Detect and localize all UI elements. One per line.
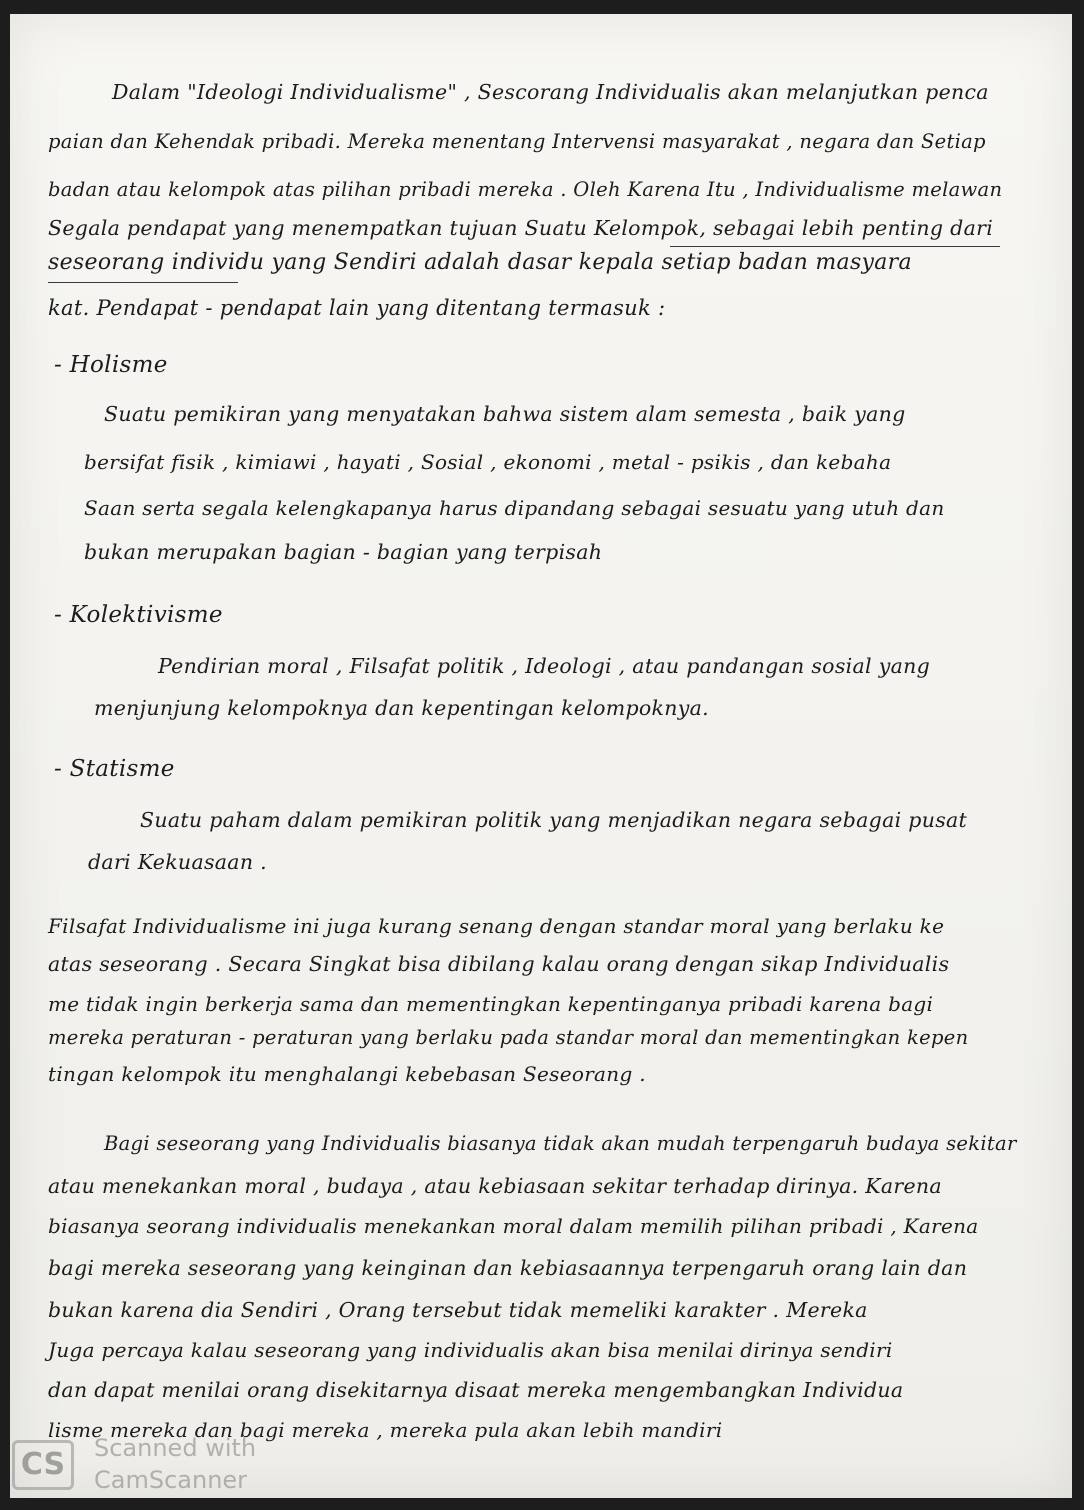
text-line: bersifat fisik , kimiawi , hayati , Sosial , ekonomi , metal - psikis , dan kebaha — [84, 450, 892, 474]
text-line: Segala pendapat yang menempatkan tujuan Suatu Kelompok, sebagai lebih penting dari — [48, 216, 994, 240]
text-line: Saan serta segala kelengkapanya harus dipandang sebagai sesuatu yang utuh dan — [84, 496, 945, 520]
section-heading: - Statisme — [54, 756, 175, 782]
text-line: Juga percaya kalau seseorang yang individualis akan bisa menilai dirinya sendiri — [48, 1338, 893, 1362]
text-line: lisme mereka dan bagi mereka , mereka pula akan lebih mandiri — [48, 1418, 723, 1442]
text-line: tingan kelompok itu menghalangi kebebasan Seseorang . — [48, 1062, 646, 1086]
scanned-page — [10, 14, 1072, 1498]
watermark-line-1: Scanned with — [94, 1434, 257, 1462]
text-line: bukan karena dia Sendiri , Orang tersebut tidak memeliki karakter . Mereka — [48, 1298, 868, 1322]
text-line: kat. Pendapat - pendapat lain yang ditentang termasuk : — [48, 296, 666, 320]
underline — [670, 246, 1000, 247]
text-line: Suatu paham dalam pemikiran politik yang menjadikan negara sebagai pusat — [140, 808, 968, 832]
text-line: bukan merupakan bagian - bagian yang terpisah — [84, 540, 603, 564]
text-line: biasanya seorang individualis menekankan moral dalam memilih pilihan pribadi , Karena — [48, 1214, 979, 1238]
text-line: seseorang individu yang Sendiri adalah dasar kepala setiap badan masyara — [48, 250, 912, 275]
text-line: mereka peraturan - peraturan yang berlaku pada standar moral dan mementingkan kepen — [48, 1026, 969, 1049]
text-line: menjunjung kelompoknya dan kepentingan kelompoknya. — [94, 696, 709, 720]
text-line: atas seseorang . Secara Singkat bisa dibilang kalau orang dengan sikap Individualis — [48, 952, 950, 976]
text-line: Dalam "Ideologi Individualisme" , Sescorang Individualis akan melanjutkan penca — [112, 80, 989, 104]
text-line: paian dan Kehendak pribadi. Mereka menentang Intervensi masyarakat , negara dan Setiap — [48, 130, 986, 153]
text-line: me tidak ingin berkerja sama dan mementingkan kepentinganya pribadi karena bagi — [48, 992, 934, 1016]
section-heading: - Kolektivisme — [54, 602, 223, 628]
text-line: atau menekankan moral , budaya , atau kebiasaan sekitar terhadap dirinya. Karena — [48, 1174, 942, 1198]
camscanner-logo-icon: CS — [12, 1440, 74, 1490]
text-line: bagi mereka seseorang yang keinginan dan kebiasaannya terpengaruh orang lain dan — [48, 1256, 968, 1280]
camscanner-watermark — [12, 1434, 292, 1498]
text-line: dari Kekuasaan . — [88, 850, 267, 874]
underline — [48, 282, 238, 283]
text-line: Bagi seseorang yang Individualis biasanya tidak akan mudah terpengaruh budaya sekitar — [104, 1132, 1017, 1155]
text-line: dan dapat menilai orang disekitarnya disaat mereka mengembangkan Individua — [48, 1378, 904, 1402]
text-line: Filsafat Individualisme ini juga kurang senang dengan standar moral yang berlaku ke — [48, 914, 945, 938]
section-heading: - Holisme — [54, 352, 168, 378]
text-line: badan atau kelompok atas pilihan pribadi mereka . Oleh Karena Itu , Individualisme melawan — [48, 178, 1003, 201]
watermark-line-2: CamScanner — [94, 1466, 248, 1494]
text-line: Suatu pemikiran yang menyatakan bahwa sistem alam semesta , baik yang — [104, 402, 906, 426]
text-line: Pendirian moral , Filsafat politik , Ideologi , atau pandangan sosial yang — [158, 654, 931, 678]
